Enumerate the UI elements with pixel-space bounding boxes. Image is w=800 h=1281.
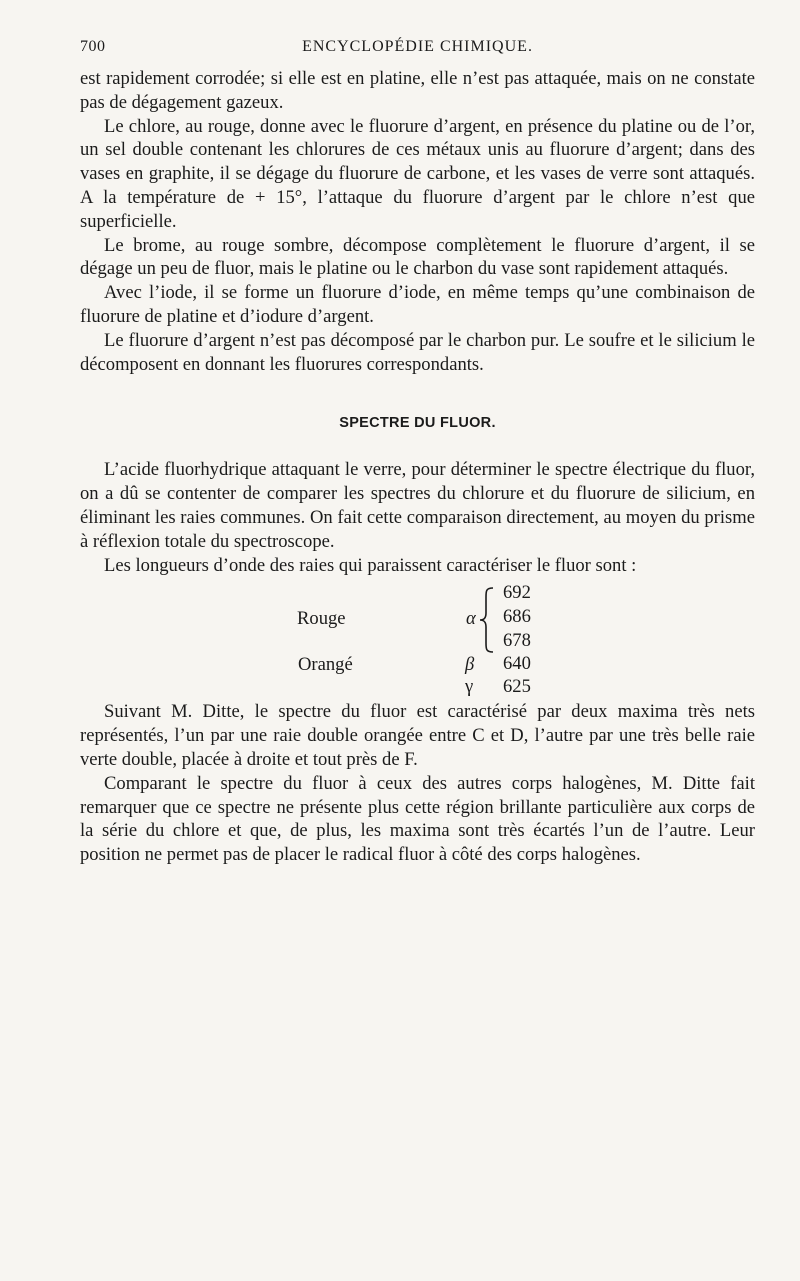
wavelength-value: 686 xyxy=(503,606,531,628)
paragraph-2: Le chlore, au rouge, donne avec le fluorure d’argent, en présence du platine ou de l’or, un sel double contenant les chlorures de ces métaux unis au fluorure d’argent; dans des vases en graphite, il se dégage du fluorure de carbone, et les vases de verre sont attaqués. A la température de + 15°, l’attaque du fluorure d’argent par le chlore n’est que superficielle. xyxy=(80,115,755,232)
wavelength-value: 692 xyxy=(503,582,531,604)
rouge-label: Rouge xyxy=(297,608,346,630)
paragraph-3: Le brome, au rouge sombre, décompose complètement le fluorure d’argent, il se dégage un peu de fluor, mais le platine ou le charbon du vase sont rapidement attaqués. xyxy=(80,234,755,280)
left-brace-icon xyxy=(478,587,498,653)
gamma-symbol: γ xyxy=(465,676,474,698)
wavelength-value: 640 xyxy=(503,653,531,675)
paragraph-8: Suivant M. Ditte, le spectre du fluor est caractérisé par deux maxima très nets représentés, l’un par une raie double orangée entre C et D, l’autre par une très belle raie verte double, placée à droite et tout près de F. xyxy=(80,701,755,770)
page-number: 700 xyxy=(80,38,106,55)
body-text xyxy=(80,67,755,867)
wavelength-table xyxy=(80,582,755,698)
wavelength-value: 678 xyxy=(503,630,531,652)
paragraph-4: Avec l’iode, il se forme un fluorure d’iode, en même temps qu’une combinaison de fluorure de platine et d’iodure d’argent. xyxy=(80,282,755,327)
running-title: ENCYCLOPÉDIE CHIMIQUE. xyxy=(302,38,533,55)
paragraph-6: L’acide fluorhydrique attaquant le verre, pour déterminer le spectre électrique du fluor, on a dû se contenter de comparer les spectres du chlorure et du fluorure de silicium, en éliminant les raies communes. On fait cette comparaison directement, au moyen du prisme à réflexion totale du spectroscope. xyxy=(80,459,755,552)
running-header xyxy=(80,38,755,58)
paragraph-7: Les longueurs d’onde des raies qui paraissent caractériser le fluor sont : xyxy=(104,554,637,576)
alpha-symbol: α xyxy=(466,608,476,630)
paragraph-5: Le fluorure d’argent n’est pas décomposé par le charbon pur. Le soufre et le silicium le décomposent en donnant les fluorures correspondants. xyxy=(80,329,755,375)
section-title: SPECTRE DU FLUOR. xyxy=(339,415,496,432)
wavelength-value: 625 xyxy=(503,676,531,698)
beta-symbol: β xyxy=(465,654,475,676)
orange-label: Orangé xyxy=(298,654,353,676)
paragraph-1: est rapidement corrodée; si elle est en platine, elle n’est pas attaquée, mais on ne constate pas de dégagement gazeux. xyxy=(80,68,755,113)
paragraph-9: Comparant le spectre du fluor à ceux des autres corps halogènes, M. Ditte fait remarquer que ce spectre ne présente plus cette région brillante particulière aux corps de la série du chlore et que, de plus, les maxima sont très écartés l’un de l’autre. Leur position ne permet pas de placer le radical fluor à côté des corps halogènes. xyxy=(80,772,755,866)
